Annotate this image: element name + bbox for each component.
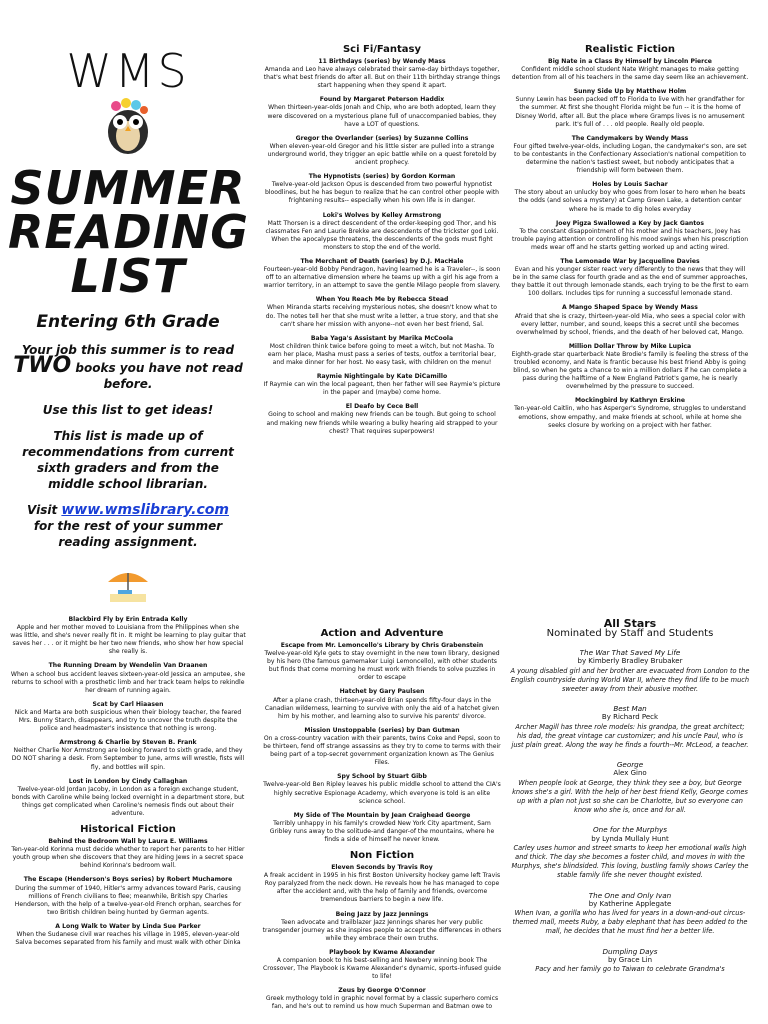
book-desc: A freak accident in 1995 in his first Boston University hockey game left Travis Roy paralyzed from the neck down. He reveals how he has managed to cope after the accident and, with the help of family and friends, overcome tremendous barriers to begin a new life. xyxy=(263,872,501,904)
list-item xyxy=(510,648,750,694)
list-item xyxy=(510,304,750,336)
book-title: Loki's Wolves by Kelley Armstrong xyxy=(322,211,442,219)
book-desc: Pacy and her family go to Taiwan to celebrate Grandma's xyxy=(535,964,725,973)
book-desc: Teen advocate and trailblazer Jazz Jennings shares her very public transgender journey as she inspires people to accept the differences in others while they embrace their own truths. xyxy=(262,918,502,942)
book-title: Sunny Side Up by Matthew Holm xyxy=(573,88,687,96)
action-heading: Action and Adventure xyxy=(320,628,444,639)
book-author: By Richard Peck xyxy=(601,713,659,722)
list-item xyxy=(510,397,750,429)
book-desc: When people look at George, they think they see a boy, but George knows she's a girl. With the help of her best friend Kelly, George comes up with a plan not just so she can be Charlotte, but so everyone can know who she is, once and for all. xyxy=(512,778,748,815)
book-desc: Afraid that she is crazy, thirteen-year-old Mia, who sees a special color with every letter, number, and sound, keeps this a secret until she becomes overwhelmed by school, friends, and the death of her beloved cat, Mango. xyxy=(514,312,746,336)
book-desc: Most children think twice before going to meet a witch, but not Masha. To earn her place, Masha must pass a series of tests, outfox a territorial bear, and make dinner for her host. No easy task, with children on the menu! xyxy=(267,342,497,366)
list-item xyxy=(510,704,750,750)
job-pre-text: Your job this summer is to read xyxy=(21,343,235,357)
book-title: The Running Dream by Wendelin Van Draanen xyxy=(48,662,208,670)
list-item xyxy=(262,58,502,90)
book-author: by Lynda Mullaly Hunt xyxy=(591,834,669,843)
list-item xyxy=(10,838,246,870)
title-summer: SUMMER xyxy=(10,161,246,215)
book-title: Gregor the Overlander (series) by Suzanne Collins xyxy=(295,134,469,142)
list-item xyxy=(510,58,750,82)
list-item xyxy=(262,373,502,397)
book-title: George xyxy=(616,760,644,770)
book-title: Spy School by Stuart Gibb xyxy=(337,773,427,781)
realistic-heading: Realistic Fiction xyxy=(584,44,676,55)
book-desc: When eleven-year-old Gregor and his little sister are pulled into a strange underground world, they trigger an epic battle while on a quest foretold by ancient prophecy. xyxy=(267,142,497,167)
list-item xyxy=(510,135,750,175)
book-desc: A young disabled girl and her brother are evacuated from London to the English countryside during World War II, where they find life to be much sweeter away from their abusive mother. xyxy=(510,666,750,693)
book-title: A Mango Shaped Space by Wendy Mass xyxy=(562,304,698,312)
list-item xyxy=(262,642,502,682)
owl-mascot-icon xyxy=(100,96,156,156)
allstars-section xyxy=(510,618,750,984)
list-item xyxy=(510,891,750,937)
list-item xyxy=(262,949,502,981)
list-item xyxy=(262,987,502,1011)
list-item xyxy=(510,760,750,815)
list-item xyxy=(10,778,246,818)
book-title: My Side of The Mountain by Jean Craighead George xyxy=(293,811,471,819)
book-desc: If Raymie can win the local pageant, then her father will see Raymie's picture in the paper and (maybe) come home. xyxy=(263,381,501,397)
book-title: Zeus by George O'Connor xyxy=(338,987,426,995)
nonfiction-heading: Non Fiction xyxy=(349,850,415,862)
made-of-text: This list is made up of recommendations from current sixth graders and from the middle school librarian. xyxy=(22,429,234,491)
visit-text: Visit xyxy=(27,503,58,517)
book-desc: The story about an unlucky boy who goes from loser to hero when he beats the odds (and solves a mystery) at Camp Green Lake, a detention center where he is made to dig holes everyday xyxy=(514,189,746,213)
book-desc: After a plane crash, thirteen-year-old Brian spends fifty-four days in the Canadian wilderness, learning to survive with only the aid of a hatchet given him by his mother, and learning also to survive his parents' divorce. xyxy=(264,696,500,720)
book-desc: Eighth-grade star quarterback Nate Brodie's family is feeling the stress of the troubled economy, and Nate is frantic because his best friend Abby is going blind, so when he gets a chance to win a million dollars if he can complete a pass during the halftime of a New England Patriot's game, he is nearly overwhelmed by the pressure to succeed. xyxy=(511,350,749,391)
list-item xyxy=(510,220,750,252)
list-item xyxy=(262,258,502,290)
book-desc: To the constant disappointment of his mother and his teachers, Joey has trouble paying attention or controlling his mood swings when his prescription meds wear off and he starts getting worked up and acting wired. xyxy=(511,227,749,251)
book-title: Playbook by Kwame Alexander xyxy=(329,948,435,956)
book-title: Million Dollar Throw by Mike Lupica xyxy=(568,342,692,350)
book-desc: On a cross-country vacation with their parents, twins Coke and Pepsi, soon to be thirteen, fend off strange assassins as they try to come to terms with their being part of a top-secret government organization known as The Genius Files. xyxy=(263,734,501,767)
book-desc: Fourteen-year-old Bobby Pendragon, having learned he is a Traveler--, is soon off to an alternative dimension where he teams up with a girl his age from a warrior territory, in an attempt to save the gentle Milago people from slavery. xyxy=(263,266,501,290)
list-item xyxy=(510,88,750,128)
book-desc: Apple and her mother moved to Louisiana from the Philippines when she was little, and she's never really fit in. It might be learning to play guitar that saves her . . . or it might be her two new friends, who show her how special she really is. xyxy=(10,624,246,656)
scifi-section xyxy=(262,44,502,442)
book-desc: When the Sudanese civil war reaches his village in 1985, eleven-year-old Salva becomes separated from his family and must walk with other Dinka xyxy=(15,931,241,947)
use-list-text: Use this list to get ideas! xyxy=(42,403,214,417)
book-author: by Grace Lin xyxy=(607,955,653,964)
action-section xyxy=(262,628,502,1018)
book-title: Baba Yaga's Assistant by Marika McCoola xyxy=(310,334,454,342)
book-title: Behind the Bedroom Wall by Laura E. Williams xyxy=(48,838,208,846)
book-title: One for the Murphys xyxy=(593,825,667,835)
job-instruction xyxy=(8,342,248,392)
book-title: The Lemonade War by Jacqueline Davies xyxy=(560,257,700,265)
list-item xyxy=(10,876,246,916)
list-item xyxy=(262,727,502,767)
list-item xyxy=(10,662,246,694)
book-desc: When thirteen-year-olds Jonah and Chip, who are both adopted, learn they were discovered on a mysterious plane full of unaccompanied babies, they have a LOT of questions. xyxy=(267,104,497,128)
book-title: When You Reach Me by Rebecca Stead xyxy=(315,296,449,304)
book-author: Alex Gino xyxy=(613,769,647,778)
book-desc: Going to school and making new friends can be tough. But going to school and making new friends while wearing a bulky hearing aid strapped to your chest? That requires superpowers! xyxy=(266,411,498,435)
visit-block xyxy=(8,502,248,550)
book-title: El Deafo by Cece Bell xyxy=(345,403,419,411)
book-title: Found by Margaret Peterson Haddix xyxy=(319,96,445,104)
book-title: Scat by Carl Hiaasen xyxy=(92,700,164,708)
list-item xyxy=(262,173,502,205)
realistic-section xyxy=(510,44,750,436)
book-title: The Candymakers by Wendy Mass xyxy=(571,134,689,142)
book-desc: Archer Magill has three role models: his grandpa, the great architect; his dad, the great vintage car customizer; and his uncle Paul, who is just plain great. Along the way he finds a fourth--Mr. McLeod, a teacher. xyxy=(511,722,749,749)
list-item xyxy=(10,701,246,733)
book-desc: Evan and his younger sister react very differently to the news that they will be in the same class for fourth grade and as the end of summer approaches, they battle it out through lemonade stands, each trying to be the first to earn 100 dollars. Includes tips for running a successful lemonade stand. xyxy=(511,266,749,298)
book-desc: Sunny Lewin has been packed off to Florida to live with her grandfather for the summer. At first she thought Florida might be fun -- it is the home of Disney World, after all. But the place where Gramps lives is no amusement park. It's full of . . . old people. Really old people. xyxy=(515,96,745,128)
allstars-subheading: Nominated by Staff and Students xyxy=(546,628,714,639)
book-title: The One and Only Ivan xyxy=(588,890,672,900)
list-item xyxy=(262,335,502,367)
list-item xyxy=(10,616,246,656)
job-post-text: books you have not read before. xyxy=(75,361,243,391)
book-desc: Terribly unhappy in his family's crowded New York City apartment, Sam Gribley runs away to the solitude-and danger-of the mountains, where he finds a side of himself he never knew. xyxy=(269,819,495,843)
list-item xyxy=(262,864,502,904)
book-desc: Greek mythology told in graphic novel format by a classic superhero comics fan, and he's out to remind us how much Superman and Batman owe to xyxy=(265,995,499,1011)
list-item xyxy=(262,773,502,805)
list-item xyxy=(262,403,502,435)
book-title: Armstrong & Charlie by Steven B. Frank xyxy=(59,739,197,747)
book-title: Blackbird Fly by Erin Entrada Kelly xyxy=(68,616,188,623)
book-desc: Twelve-year-old Ben Ripley leaves his public middle school to attend the CIA's highly secretive Espionage Academy, which everyone is told is an elite science school. xyxy=(263,781,501,805)
book-title: Mockingbird by Kathryn Erskine xyxy=(574,397,686,405)
book-title: Holes by Louis Sachar xyxy=(592,181,668,189)
book-title: The Hypnotists (series) by Gordon Korman xyxy=(308,173,456,181)
book-title: Joey Pigza Swallowed a Key by Jack Gantos xyxy=(556,219,704,227)
book-title: The Merchant of Death (series) by D.J. MacHale xyxy=(300,257,464,265)
book-title: Big Nate in a Class By Himself by Lincoln Pierce xyxy=(548,58,712,65)
rest-text: for the rest of your summer reading assignment. xyxy=(33,519,223,549)
book-desc: Nick and Marta are both suspicious when their biology teacher, the feared Mrs. Bunny Starch, disappears, and try to uncover the truth despite the police and headmaster's insistence that nothing is wrong. xyxy=(14,708,242,733)
list-item xyxy=(510,181,750,213)
book-desc: Confident middle school student Nate Wright manages to make getting detention from all of his teachers in the same day seem like an achievement. xyxy=(511,66,749,82)
book-desc: Amanda and Leo have always celebrated their same-day birthdays together, that's what best friends do after all. But on their 11th birthday strange things start happening when they spend it apart. xyxy=(263,66,501,90)
book-desc: Neither Charlie Nor Armstrong are looking forward to sixth grade, and they DO NOT sharing a desk. From September to June, arms will wrestle, fists will fly, and bottles will spin. xyxy=(11,747,245,771)
list-item xyxy=(10,923,246,947)
book-desc: When Miranda starts receiving mysterious notes, she doesn't know what to do. The notes tell her that she must write a letter, a true story, and that she can't share her mission with anyone--not even her best friend, Sal. xyxy=(265,304,499,328)
list-item xyxy=(10,739,246,771)
more-realistic-section xyxy=(10,616,246,953)
book-desc: Four gifted twelve-year-olds, including Logan, the candymaker's son, are set to be contestants in the Confectionary Association's national competition to determine the nation's tastiest sweet, but nobody anticipates that a friendship will form between them. xyxy=(513,142,747,175)
book-desc: Matt Thorsen is a direct descendent of the order-keeping god Thor, and his classmates Fen and Laurie Brekke are descendents of the trickster god Loki. When the apocalypse threatens, the descendents of the gods must fight monsters to stop the end of the world. xyxy=(265,219,499,251)
book-desc: Twelve-year-old Jordan Jacoby, in London as a foreign exchange student, bonds with Caroline while being locked overnight in a department store, but things get complicated when Caroline's nemesis finds out about their adventure. xyxy=(11,785,245,817)
list-item xyxy=(262,296,502,328)
book-desc: When Ivan, a gorilla who has lived for years in a down-and-out circus-themed mall, meets Ruby, a baby elephant that has been added to the mall, he decides that he must find her a better life. xyxy=(512,908,748,936)
book-desc: Twelve-year-old Jackson Opus is descended from two powerful hypnotist bloodlines, but he has begun to realize that he can control other people with frightening results-- especially when his own life is in danger. xyxy=(264,181,500,205)
library-link[interactable]: www.wmslibrary.com xyxy=(61,502,229,518)
list-item xyxy=(262,212,502,252)
beach-umbrella-icon xyxy=(104,564,152,604)
book-desc: When a school bus accident leaves sixteen-year-old Jessica an amputee, she returns to school with a prosthetic limb and her track team helps to rekindle her dream of running again. xyxy=(10,670,246,694)
list-item xyxy=(262,812,502,844)
grade-label: Entering 6th Grade xyxy=(36,312,220,332)
list-item xyxy=(262,96,502,128)
book-title: Dumpling Days xyxy=(602,946,658,956)
list-item xyxy=(262,135,502,167)
book-title: The War That Saved My Life xyxy=(579,648,681,658)
title-list: LIST xyxy=(70,249,186,303)
list-item xyxy=(262,911,502,943)
book-title: Being Jazz by Jazz Jennings xyxy=(335,910,429,918)
book-desc: A companion book to his best-selling and Newbery winning book The Crossover, The Playbook is Kwame Alexander's dynamic, sports-infused guide to life! xyxy=(263,957,501,981)
book-title: Best Man xyxy=(613,704,647,714)
book-title: The Escape (Henderson's Boys series) by Robert Muchamore xyxy=(23,876,233,884)
book-title: Eleven Seconds by Travis Roy xyxy=(331,864,433,872)
book-title: 11 Birthdays (series) by Wendy Mass xyxy=(318,58,446,65)
book-title: A Long Walk to Water by Linda Sue Parker xyxy=(55,922,201,930)
historical-heading: Historical Fiction xyxy=(80,824,176,836)
book-desc: Ten-year-old Korinna must decide whether to report her parents to her Hitler youth group when she discovers that they are hiding Jews in a secret space behind Korinna's bedroom wall. xyxy=(11,846,245,870)
book-desc: Carley uses humor and street smarts to keep her emotional walls high and thick. The day she becomes a foster child, and moves in with the Murphys, she's blindsided. This loving, bustling family shows Carley the stable family life she never thought existed. xyxy=(511,843,749,880)
book-author: by Katherine Applegate xyxy=(588,899,672,908)
list-item xyxy=(510,947,750,975)
school-logo-text: WMS xyxy=(66,44,190,98)
book-title: Mission Unstoppable (series) by Dan Gutman xyxy=(304,726,460,734)
book-desc: During the summer of 1940, Hitler's army advances toward Paris, causing millions of French civilians to flee; meanwhile, British spy Charles Henderson, with the help of a twelve-year-old French orphan, searches for two British children being hunted by German agents. xyxy=(14,884,242,916)
book-title: Raymie Nightingale by Kate DiCamillo xyxy=(316,373,448,381)
book-author: by Kimberly Bradley Brubaker xyxy=(577,657,683,666)
title-reading: READING xyxy=(8,205,249,259)
job-two-text: TWO xyxy=(13,353,72,378)
poster xyxy=(8,40,248,608)
book-title: Lost in London by Cindy Callaghan xyxy=(68,777,188,785)
book-title: Hatchet by Gary Paulsen xyxy=(339,688,425,696)
allstars-heading: All Stars xyxy=(603,617,657,630)
book-desc: Ten-year-old Caitlin, who has Asperger's Syndrome, struggles to understand emotions, show empathy, and make friends at school, while at home she seeks closure by working on a project with her father. xyxy=(514,405,746,429)
list-item xyxy=(510,258,750,298)
list-item xyxy=(262,688,502,720)
book-desc: Twelve-year-old Kyle gets to stay overnight in the new town library, designed by his hero (the famous gamemaker Luigi Lemoncello), with other students but finds that come morning he must work with friends to solve puzzles in order to escape xyxy=(264,650,500,682)
list-item xyxy=(510,343,750,392)
list-item xyxy=(510,825,750,880)
book-title: Escape from Mr. Lemoncello's Library by Chris Grabenstein xyxy=(280,642,484,649)
scifi-heading: Sci Fi/Fantasy xyxy=(342,44,422,55)
